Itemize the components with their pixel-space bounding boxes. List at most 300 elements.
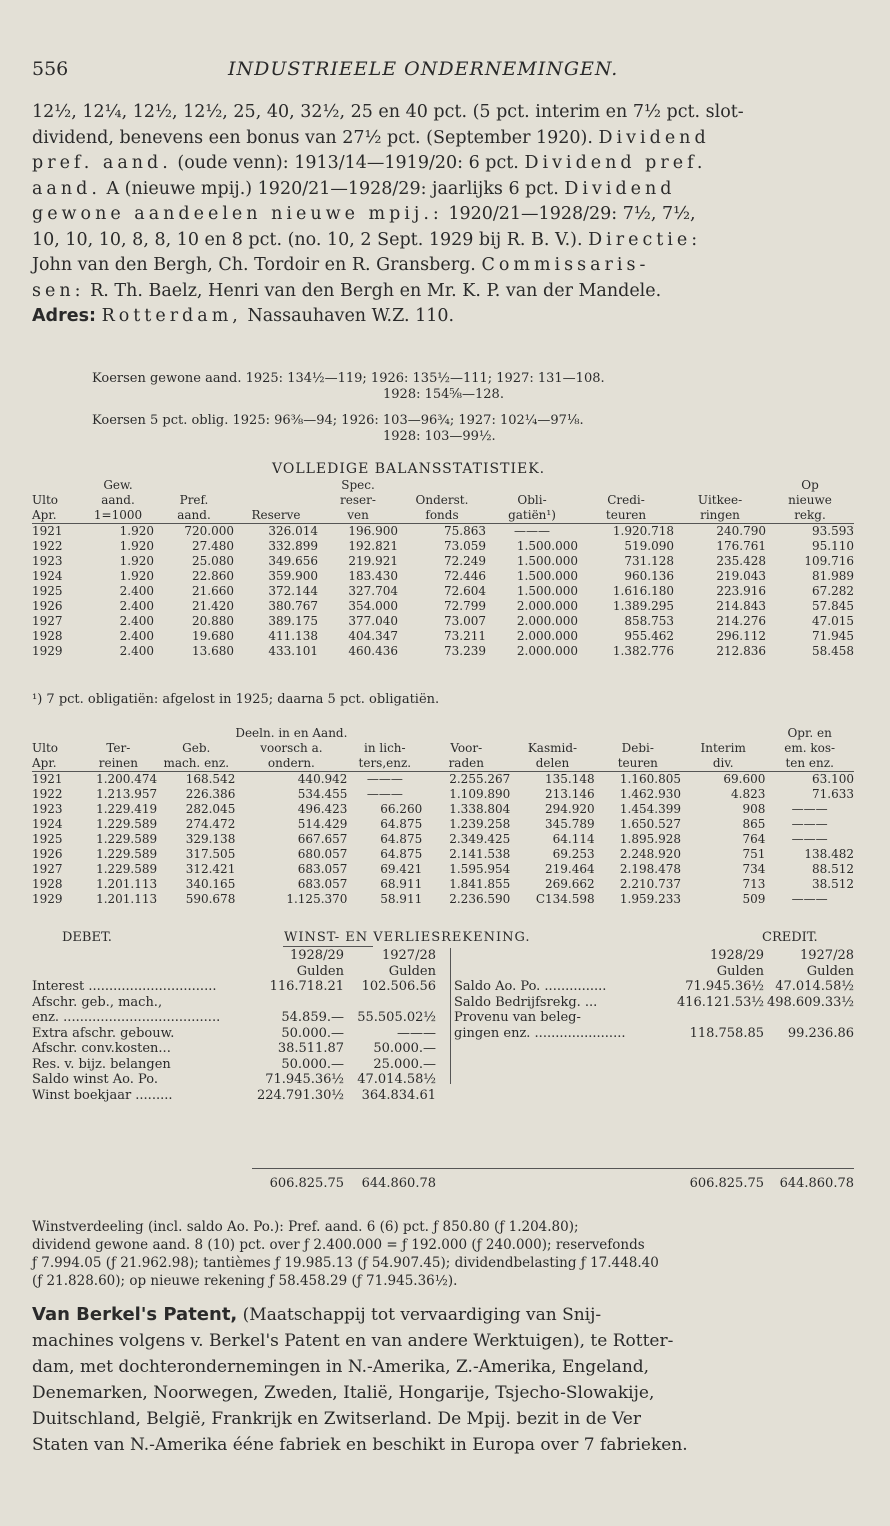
table2-cell: 680.057: [297, 847, 348, 861]
table2-cell: ———: [791, 817, 828, 831]
table2-cell: 713: [742, 877, 766, 891]
table2-cell: 1.239.258: [449, 817, 511, 831]
ledger-row: [454, 1026, 854, 1042]
credit-total-1928: 606.825.75: [689, 1176, 764, 1191]
winst-title: WINST- EN VERLIESREKENING.: [284, 930, 531, 945]
ledger-amount: 38.511.87: [277, 1041, 344, 1056]
table2-cell: 63.100: [812, 772, 854, 786]
table-row: [32, 554, 854, 569]
ledger-row: [32, 1088, 450, 1104]
table2-cell: 1.229.589: [96, 832, 158, 846]
table1-header-cell: rekg.: [766, 508, 854, 524]
table2-header-cell: Kasmid-: [527, 741, 578, 755]
table2-cell: 1921: [32, 772, 63, 786]
table1-cell: 1.500.000: [516, 569, 578, 583]
table-row: [32, 847, 854, 862]
table1-cell: 519.090: [624, 539, 674, 553]
table2-cell: ———: [791, 832, 828, 846]
ledger-label: Saldo Ao. Po. ...............: [454, 979, 607, 994]
table1-header-cell: teuren: [578, 508, 674, 524]
table1-cell: 72.799: [444, 599, 486, 613]
table1-cell: 2.000.000: [516, 629, 578, 643]
ledger-divider: [450, 948, 451, 1084]
table1-cell: 71.945: [812, 629, 854, 643]
table1-cell: 93.593: [812, 524, 854, 538]
table1-header-cell: [234, 493, 318, 508]
table2-header-cell: Interim: [700, 741, 746, 755]
table1-header-row: [32, 493, 854, 508]
table2-cell: ———: [366, 772, 403, 786]
table1-cell: 1.500.000: [516, 539, 578, 553]
table2-cell: 667.657: [297, 832, 348, 846]
intro-line: aand. A (nieuwe mpij.) 1920/21—1928/29: jaarlijks 6 pct. Dividend: [32, 178, 676, 199]
table2-cell: 58.911: [380, 892, 423, 906]
table1-header-cell: 1=1000: [82, 508, 154, 524]
table2-cell: 69.600: [723, 772, 766, 786]
ledger-amount: 364.834.61: [361, 1087, 436, 1103]
table1-cell: 433.101: [268, 644, 318, 658]
winstverdeeling-line: (ƒ 21.828.60); op nieuwe rekening ƒ 58.458.29 (ƒ 71.945.36½).: [32, 1273, 458, 1289]
table2-header-cell: [32, 726, 80, 741]
berkel-line: Van Berkel's Patent, (Maatschappij tot vervaardiging van Snij-: [32, 1304, 602, 1325]
table1-cell: 1925: [32, 584, 63, 598]
table2-cell: 69.253: [552, 847, 595, 861]
koersen-oblig-1928: 1928: 103—99½.: [383, 429, 496, 444]
company-name: Van Berkel's Patent,: [32, 1304, 238, 1325]
berkel-paragraph: [32, 1302, 862, 1458]
table2-cell: 1.454.399: [619, 802, 681, 816]
table2-cell: 64.875: [380, 832, 423, 846]
table2-header-cell: [422, 726, 510, 741]
table1-cell: 13.680: [192, 644, 234, 658]
table-row: [32, 802, 854, 817]
table1-cell: 67.282: [812, 584, 854, 598]
table2-header-cell: voorsch a.: [260, 741, 323, 755]
table1-header-cell: [486, 478, 578, 493]
table1-cell: 73.007: [444, 614, 486, 628]
table2-cell: 1.200.474: [96, 772, 158, 786]
ledger-label: Saldo winst Ao. Po.: [32, 1072, 158, 1087]
table1-cell: 57.845: [812, 599, 854, 613]
table1-cell: ———: [514, 524, 550, 538]
table1-cell: 731.128: [624, 554, 674, 568]
debet-label: DEBET.: [62, 930, 112, 945]
table2-cell: 1.160.805: [619, 772, 681, 786]
ledger-amount: [344, 995, 436, 1011]
table1-cell: 332.899: [268, 539, 318, 553]
table1-cell: 380.767: [268, 599, 318, 613]
koersen-gewone: Koersen gewone aand. 1925: 134½—119; 1926: 135½—111; 1927: 131—108.: [92, 371, 605, 386]
table2-cell: 1927: [32, 862, 63, 876]
table-row: [32, 644, 854, 659]
ledger-amount: 118.758.85: [689, 1025, 764, 1041]
table1-cell: 1.920: [119, 524, 154, 538]
ledger-amount: [252, 995, 344, 1011]
table2-header-cell: Ter-: [106, 741, 131, 755]
table1-cell: 2.400: [119, 614, 154, 628]
table2-cell: 2.349.425: [449, 832, 511, 846]
table1-cell: 296.112: [716, 629, 766, 643]
table1-cell: 212.836: [716, 644, 766, 658]
table2-header-cell: Opr. en: [787, 726, 832, 740]
table1-header-cell: gatiën¹): [486, 508, 578, 524]
ledger-amount: 99.236.86: [787, 1025, 854, 1041]
table2-header-cell: Deeln. in en Aand.: [235, 726, 348, 740]
table1-header-cell: Pref.: [179, 493, 209, 507]
table2-cell: 213.146: [545, 787, 595, 801]
table2-header-cell: in lich-: [364, 741, 406, 755]
table-row: [32, 862, 854, 877]
page-number: 556: [32, 58, 69, 80]
ledger-row: [454, 1010, 854, 1026]
intro-line: 12½, 12¼, 12½, 12½, 25, 40, 32½, 25 en 40 pct. (5 pct. interim en 7½ pct. slot-: [32, 102, 744, 122]
table-footnote: ¹) 7 pct. obligatiën: afgelost in 1925; daarna 5 pct. obligatiën.: [32, 692, 440, 707]
ledger-amount: 47.014.58½: [357, 1072, 436, 1087]
table1-cell: 1.389.295: [612, 599, 674, 613]
table2-header-cell: delen: [510, 756, 594, 772]
table1-cell: 95.110: [812, 539, 854, 553]
ledger-row: [32, 1057, 450, 1073]
table1-cell: 20.880: [192, 614, 234, 628]
table2-cell: 1929: [32, 892, 63, 906]
table1-cell: 196.900: [348, 524, 398, 538]
table2-cell: 1924: [32, 817, 63, 831]
table1-cell: 183.430: [348, 569, 398, 583]
table1-cell: 1.616.180: [612, 584, 674, 598]
table1-cell: 1927: [32, 614, 63, 628]
intro-line: gewone aandeelen nieuwe mpij.: 1920/21—1928/29: 7½, 7½,: [32, 204, 696, 224]
table2-cell: 1.229.589: [96, 847, 158, 861]
ledger-label: Interest ...............................: [32, 979, 217, 994]
table1-cell: 1.382.776: [612, 644, 674, 658]
table2-cell: 66.260: [380, 802, 423, 816]
table1-cell: 223.916: [716, 584, 766, 598]
table2-header-cell: Ulto: [32, 741, 58, 755]
table1-cell: 955.462: [624, 629, 674, 643]
table1-cell: 81.989: [812, 569, 854, 583]
table2-cell: 1.462.930: [619, 787, 681, 801]
debet-total-1927: 644.860.78: [361, 1176, 436, 1191]
table1-cell: 21.420: [192, 599, 234, 613]
table2-cell: 1928: [32, 877, 63, 891]
title-rule: [283, 946, 373, 947]
table2-cell: 1.650.527: [619, 817, 681, 831]
table1-cell: 240.790: [716, 524, 766, 538]
table2-header-cell: Debi-: [621, 741, 654, 755]
debet-totals: [252, 1176, 436, 1192]
ledger-amount: 25.000.—: [373, 1056, 436, 1072]
table2-cell: 1.109.890: [449, 787, 511, 801]
intro-line: 10, 10, 10, 8, 8, 10 en 8 pct. (no. 10, 2 Sept. 1929 bij R. B. V.). Directie:: [32, 229, 702, 250]
table1-cell: 326.014: [268, 524, 318, 538]
table-row: [32, 772, 854, 788]
table2-cell: 64.114: [552, 832, 595, 846]
table2-header-cell: [510, 726, 594, 741]
table1-header-cell: Gew.: [103, 478, 133, 492]
credit-totals: [672, 1176, 854, 1192]
table1-cell: 960.136: [624, 569, 674, 583]
table-row: [32, 877, 854, 892]
table1-cell: 72.249: [444, 554, 486, 568]
ledger-amount: 116.718.21: [269, 979, 344, 994]
table2-cell: 496.423: [297, 802, 348, 816]
table2-cell: 312.421: [185, 862, 236, 876]
table1-cell: 404.347: [348, 629, 398, 643]
table2-cell: 1.201.113: [96, 892, 158, 906]
ledger-row: [32, 1041, 450, 1057]
table-row: [32, 787, 854, 802]
table-row: [32, 599, 854, 614]
table1-cell: 214.843: [716, 599, 766, 613]
ledger-amount: 498.609.33½: [766, 994, 854, 1010]
table2-header-cell: [157, 726, 235, 741]
table2-cell: 2.255.267: [449, 772, 511, 786]
ledger-amount: [764, 1010, 854, 1026]
table2-header-cell: raden: [422, 756, 510, 772]
table2-cell: 514.429: [297, 817, 348, 831]
ledger-row: [454, 995, 854, 1011]
table1-cell: 72.446: [444, 569, 486, 583]
berkel-line: dam, met dochterondernemingen in N.-Amerika, Z.-Amerika, Engeland,: [32, 1357, 650, 1377]
table2-header-cell: Apr.: [32, 756, 80, 772]
table2-cell: 282.045: [185, 802, 236, 816]
ledger-amount: [672, 1010, 764, 1026]
debet-side: 1928/29 1927/28 Gulden Gulden Interest ............................... 116.718.21 102.506.56 Afschr. geb., mach., enz. ...................................... 54.859.— 55.505.02½ Extra afschr. gebouw. 50.000.— ——— Afschr. conv.kosten... 38.511.87 50.000.— Res. v. bijz. belangen 50.000.— 25.000.— Saldo winst Ao. Po. 71.945.36½ 47.014.58½ Winst boekjaar ......... 224.791.30½ 364.834.61: [32, 948, 450, 1103]
table1-cell: 73.059: [444, 539, 486, 553]
ledger-amount: 55.505.02½: [357, 1010, 436, 1025]
ledger-label: Afschr. geb., mach.,: [32, 994, 163, 1010]
ledger-amount: 71.945.36½: [685, 979, 764, 994]
table1-cell: 219.043: [716, 569, 766, 583]
running-title: INDUSTRIEELE ONDERNEMINGEN.: [228, 58, 619, 80]
table2-cell: 345.789: [545, 817, 595, 831]
table1-cell: 27.480: [192, 539, 234, 553]
koersen-gewone-1928: 1928: 154⅝—128.: [383, 387, 504, 402]
intro-line: sen: R. Th. Baelz, Henri van den Bergh en Mr. K. P. van der Mandele.: [32, 280, 662, 301]
table1-cell: 2.400: [119, 644, 154, 658]
table1-header-cell: ringen: [674, 508, 766, 524]
table2-cell: 2.198.478: [619, 862, 681, 876]
table1-cell: 214.276: [716, 614, 766, 628]
table-row: [32, 892, 854, 907]
ledger-row: [32, 1010, 450, 1026]
table2-cell: C134.598: [535, 892, 595, 906]
table1-cell: 359.900: [268, 569, 318, 583]
balans-table-1: [32, 478, 854, 659]
table2-header-cell: ondern.: [235, 756, 347, 772]
ledger-row: [32, 979, 450, 995]
table1-cell: 1.500.000: [516, 584, 578, 598]
table2-cell: 135.148: [545, 772, 595, 786]
berkel-line: Denemarken, Noorwegen, Zweden, Italië, Hongarije, Tsjecho-Slowakije,: [32, 1383, 655, 1403]
table2-cell: 1.229.419: [96, 802, 158, 816]
table1-header-cell: aand.: [154, 508, 234, 524]
table1-cell: 2.000.000: [516, 599, 578, 613]
table1-cell: 1922: [32, 539, 63, 553]
table2-cell: 1926: [32, 847, 63, 861]
table2-cell: 168.542: [185, 772, 236, 786]
table1-cell: 72.604: [444, 584, 486, 598]
table2-header-cell: Geb.: [182, 741, 211, 755]
ledger-amount: 416.121.53½: [676, 994, 764, 1010]
table1-cell: 1.920.718: [612, 524, 674, 538]
table1-cell: 1923: [32, 554, 63, 568]
table1-cell: 1926: [32, 599, 63, 613]
ledger-amount: ———: [397, 1025, 436, 1041]
ledger-row: [454, 979, 854, 995]
table2-cell: 4.823: [731, 787, 766, 801]
table1-header-cell: [234, 478, 318, 493]
table2-cell: 1.595.954: [449, 862, 511, 876]
table1-cell: 58.458: [812, 644, 854, 658]
table1-cell: 109.716: [804, 554, 854, 568]
totals-rule: [252, 1168, 854, 1169]
table2-cell: 534.455: [297, 787, 348, 801]
table2-cell: 88.512: [812, 862, 854, 876]
table2-cell: 1.959.233: [619, 892, 681, 906]
table1-cell: 1924: [32, 569, 63, 583]
table2-cell: 71.633: [812, 787, 854, 801]
table1-cell: 235.428: [716, 554, 766, 568]
table2-cell: 274.472: [185, 817, 236, 831]
table1-cell: 1929: [32, 644, 63, 658]
table2-header-cell: em. kos-: [784, 741, 836, 755]
table2-cell: 1.201.113: [96, 877, 158, 891]
table1-cell: 858.753: [624, 614, 674, 628]
table2-cell: 294.920: [545, 802, 595, 816]
table-row: [32, 629, 854, 644]
table2-cell: 64.875: [380, 847, 423, 861]
table2-cell: 64.875: [380, 817, 423, 831]
table2-cell: 1.229.589: [96, 862, 158, 876]
table1-header-cell: fonds: [398, 508, 486, 524]
table2-header-cell: Voor-: [450, 741, 483, 755]
table1-cell: 354.000: [348, 599, 398, 613]
table1-cell: 1.920: [119, 569, 154, 583]
table1-cell: 720.000: [184, 524, 234, 538]
table2-cell: 751: [742, 847, 766, 861]
table1-cell: 219.921: [348, 554, 398, 568]
table1-header-cell: Apr.: [32, 508, 82, 524]
table1-header-cell: Credi-: [607, 493, 645, 507]
ledger-row: [32, 995, 450, 1011]
table2-cell: 219.464: [545, 862, 595, 876]
table1-cell: 1928: [32, 629, 63, 643]
table2-cell: 865: [742, 817, 766, 831]
table1-cell: 1.920: [119, 539, 154, 553]
table-row: [32, 539, 854, 554]
balans-table-2: [32, 726, 854, 907]
table1-cell: 2.000.000: [516, 614, 578, 628]
table2-header-row: [32, 726, 854, 741]
table1-cell: 25.080: [192, 554, 234, 568]
table2-cell: 1923: [32, 802, 63, 816]
ledger-amount: 102.506.56: [361, 979, 436, 994]
table2-header-cell: teuren: [595, 756, 681, 772]
table2-cell: 440.942: [297, 772, 348, 786]
table-row: [32, 569, 854, 584]
intro-line: dividend, benevens een bonus van 27½ pct. (September 1920). Dividend: [32, 127, 710, 148]
table2-cell: 1.125.370: [286, 892, 348, 906]
table1-header-cell: Onderst.: [415, 493, 469, 507]
table1-cell: 389.175: [268, 614, 318, 628]
table2-header-row: [32, 756, 854, 772]
table2-cell: 1922: [32, 787, 63, 801]
credit-side: 1928/29 1927/28 Gulden Gulden Saldo Ao. Po. ............... 71.945.36½ 47.014.58½ Saldo Bedrijfsrekg. ... 416.121.53½ 498.609.33½ Provenu van beleg- gingen enz. ...................... 118.758.85 99.236.86: [454, 948, 854, 1041]
table2-header-cell: div.: [681, 756, 765, 772]
table1-cell: 19.680: [192, 629, 234, 643]
table2-cell: 68.911: [380, 877, 423, 891]
table2-cell: 2.236.590: [449, 892, 511, 906]
berkel-line: machines volgens v. Berkel's Patent en van andere Werktuigen), te Rotter-: [32, 1331, 674, 1351]
table2-cell: 590.678: [185, 892, 236, 906]
ledger-label: gingen enz. ......................: [454, 1025, 626, 1041]
ledger-label: Winst boekjaar .........: [32, 1087, 173, 1103]
table1-cell: 47.015: [812, 614, 854, 628]
table2-header-cell: ten enz.: [765, 756, 854, 772]
table2-header-cell: [80, 726, 158, 741]
table-row: [32, 832, 854, 847]
table1-header-cell: Spec.: [341, 478, 375, 492]
table1-cell: 411.138: [268, 629, 318, 643]
winstverdeeling-line: ƒ 7.994.05 (ƒ 21.962.98); tantièmes ƒ 19.985.13 (ƒ 54.907.45); dividendbelasting ƒ 17.448.40: [32, 1255, 659, 1271]
intro-line: pref. aand. (oude venn): 1913/14—1919/20: 6 pct. Dividend pref.: [32, 153, 707, 173]
table2-cell: 329.138: [185, 832, 236, 846]
table2-cell: 683.057: [297, 862, 348, 876]
table2-cell: 38.512: [812, 877, 854, 891]
table2-cell: 1.338.804: [449, 802, 511, 816]
table2-header-row: [32, 741, 854, 756]
table2-header-cell: mach. enz.: [157, 756, 235, 772]
ledger-label: Provenu van beleg-: [454, 1010, 581, 1025]
table1-header-cell: Ulto: [32, 493, 58, 507]
ledger-amount: 50.000.—: [281, 1056, 344, 1072]
ledger-label: Afschr. conv.kosten...: [32, 1041, 171, 1056]
winstverdeeling-line: dividend gewone aand. 8 (10) pct. over ƒ 2.400.000 = ƒ 192.000 (ƒ 240.000); reservefonds: [32, 1237, 645, 1253]
table2-cell: ———: [366, 787, 403, 801]
table2-cell: 317.505: [185, 847, 236, 861]
table1-header-cell: [398, 478, 486, 493]
table1-cell: 1.920: [119, 554, 154, 568]
table1-cell: 75.863: [444, 524, 486, 538]
table1-cell: 73.211: [444, 629, 486, 643]
table2-cell: 1.841.855: [449, 877, 511, 891]
intro-paragraph: [32, 100, 862, 330]
table1-header-cell: [578, 478, 674, 493]
table2-cell: 2.248.920: [619, 847, 681, 861]
credit-label: CREDIT.: [762, 930, 818, 945]
ledger-label: Res. v. bijz. belangen: [32, 1056, 171, 1072]
table2-cell: 764: [742, 832, 766, 846]
intro-line: John van den Bergh, Ch. Tordoir en R. Gransberg. Commissaris-: [32, 255, 650, 275]
table1-header-cell: ven: [318, 508, 398, 524]
berkel-line: Duitschland, België, Frankrijk en Zwitserland. De Mpij. bezit in de Ver: [32, 1409, 641, 1429]
table-row: [32, 584, 854, 599]
table2-cell: 2.210.737: [619, 877, 681, 891]
table1-cell: 2.000.000: [516, 644, 578, 658]
table1-header-cell: Uitkee-: [697, 493, 743, 507]
table1-cell: 22.860: [192, 569, 234, 583]
table1-header-cell: Obli-: [517, 493, 547, 507]
berkel-line: Staten van N.-Amerika ééne fabriek en beschikt in Europa over 7 fabrieken.: [32, 1435, 688, 1455]
table1-header-cell: [154, 478, 234, 493]
table2-cell: 1.213.957: [96, 787, 158, 801]
table1-cell: 349.656: [268, 554, 318, 568]
table2-cell: 340.165: [185, 877, 236, 891]
table1-cell: 327.704: [348, 584, 398, 598]
table1-header-cell: nieuwe: [788, 493, 832, 507]
table2-cell: 509: [742, 892, 766, 906]
